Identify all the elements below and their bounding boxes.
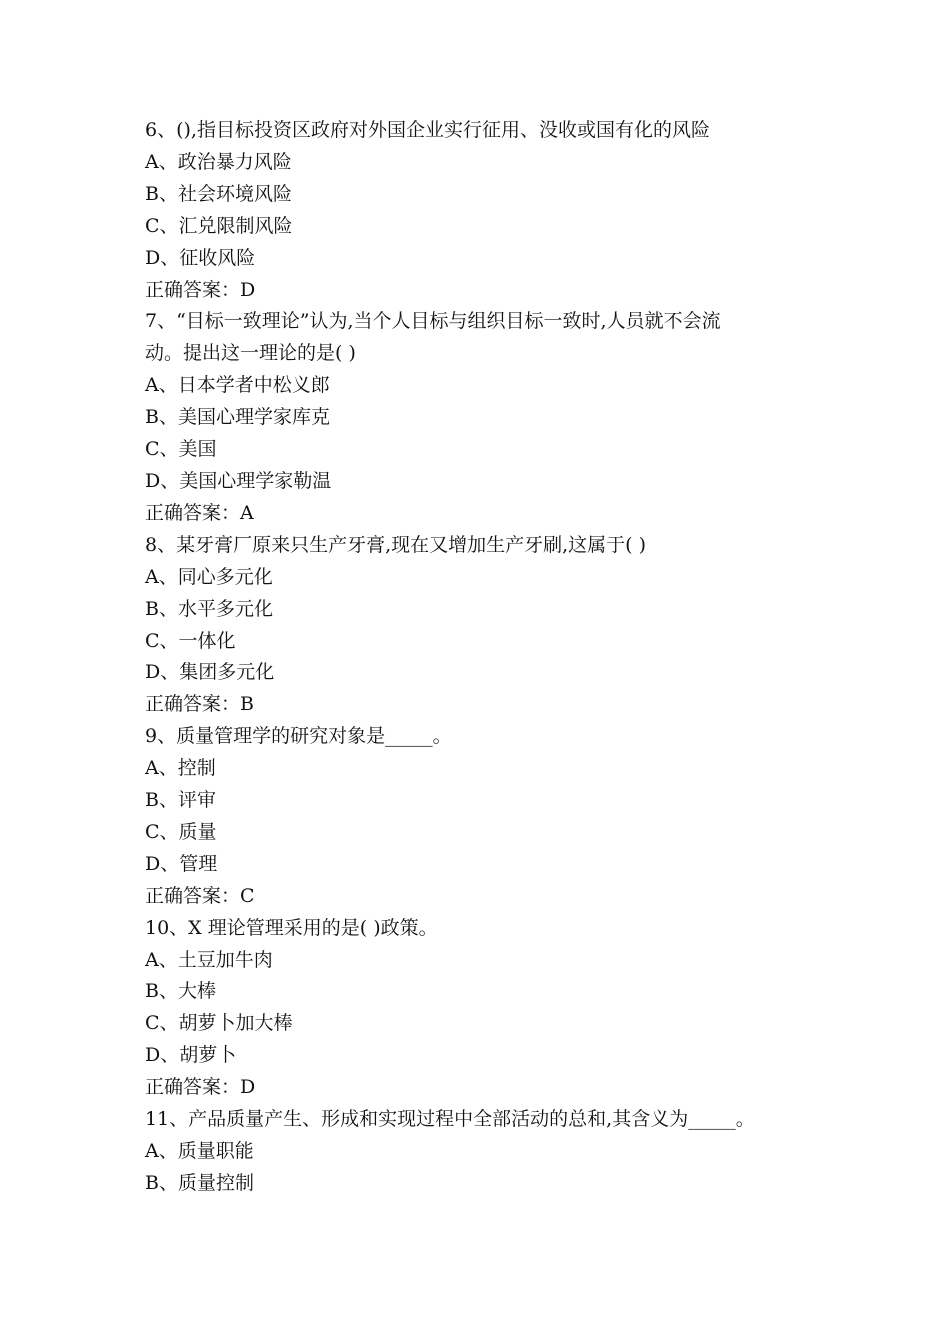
question-10-option-c: C、胡萝卜加大棒 — [145, 1012, 293, 1035]
question-10 — [145, 913, 845, 1104]
question-7-stem-line-1: 7、“目标一致理论”认为,当个人目标与组织目标一致时,人员就不会流 — [145, 310, 721, 333]
question-6-option-d: D、征收风险 — [145, 246, 256, 269]
question-11 — [145, 1104, 845, 1200]
question-8-stem: 8、某牙膏厂原来只生产牙膏,现在又增加生产牙刷,这属于( ) — [145, 533, 647, 556]
question-8 — [145, 530, 845, 721]
question-list — [145, 115, 845, 1200]
question-10-option-b: B、大棒 — [145, 980, 216, 1003]
question-8-option-b: B、水平多元化 — [145, 597, 273, 620]
question-9-option-d: D、管理 — [145, 852, 218, 875]
question-9-stem: 9、质量管理学的研究对象是_____。 — [145, 725, 452, 748]
question-7-option-b: B、美国心理学家库克 — [145, 406, 330, 429]
question-10-answer: 正确答案：D — [145, 1076, 256, 1099]
question-11-option-b: B、质量控制 — [145, 1171, 254, 1194]
question-11-option-a: A、质量职能 — [145, 1140, 254, 1162]
question-7-answer: 正确答案：A — [145, 501, 254, 524]
question-6 — [145, 115, 845, 306]
question-11-stem: 11、产品质量产生、形成和实现过程中全部活动的总和,其含义为_____。 — [145, 1108, 755, 1131]
question-8-option-d: D、集团多元化 — [145, 661, 275, 684]
question-8-answer: 正确答案：B — [145, 693, 254, 716]
question-10-option-a: A、土豆加牛肉 — [145, 948, 273, 971]
question-6-stem: 6、(),指目标投资区政府对外国企业实行征用、没收或国有化的风险 — [145, 119, 710, 141]
question-8-option-a: A、同心多元化 — [145, 565, 273, 588]
question-6-option-b: B、社会环境风险 — [145, 182, 292, 205]
question-10-stem: 10、X 理论管理采用的是( )政策。 — [145, 916, 438, 939]
question-7-stem-line-2: 动。提出这一理论的是( ) — [145, 342, 356, 365]
question-7-option-d: D、美国心理学家勒温 — [145, 469, 332, 492]
question-9-option-c: C、质量 — [145, 820, 217, 843]
question-7 — [145, 306, 845, 529]
question-6-answer: 正确答案：D — [145, 278, 256, 301]
question-6-option-a: A、政治暴力风险 — [145, 150, 292, 173]
question-9-answer: 正确答案：C — [145, 884, 255, 907]
question-6-option-c: C、汇兑限制风险 — [145, 214, 293, 237]
question-9 — [145, 721, 845, 912]
question-7-option-a: A、日本学者中松义郎 — [145, 374, 330, 397]
question-10-option-d: D、胡萝卜 — [145, 1044, 237, 1067]
question-8-option-c: C、一体化 — [145, 629, 236, 652]
question-9-option-b: B、评审 — [145, 789, 216, 812]
question-7-option-c: C、美国 — [145, 438, 217, 461]
question-9-option-a: A、控制 — [145, 757, 216, 780]
